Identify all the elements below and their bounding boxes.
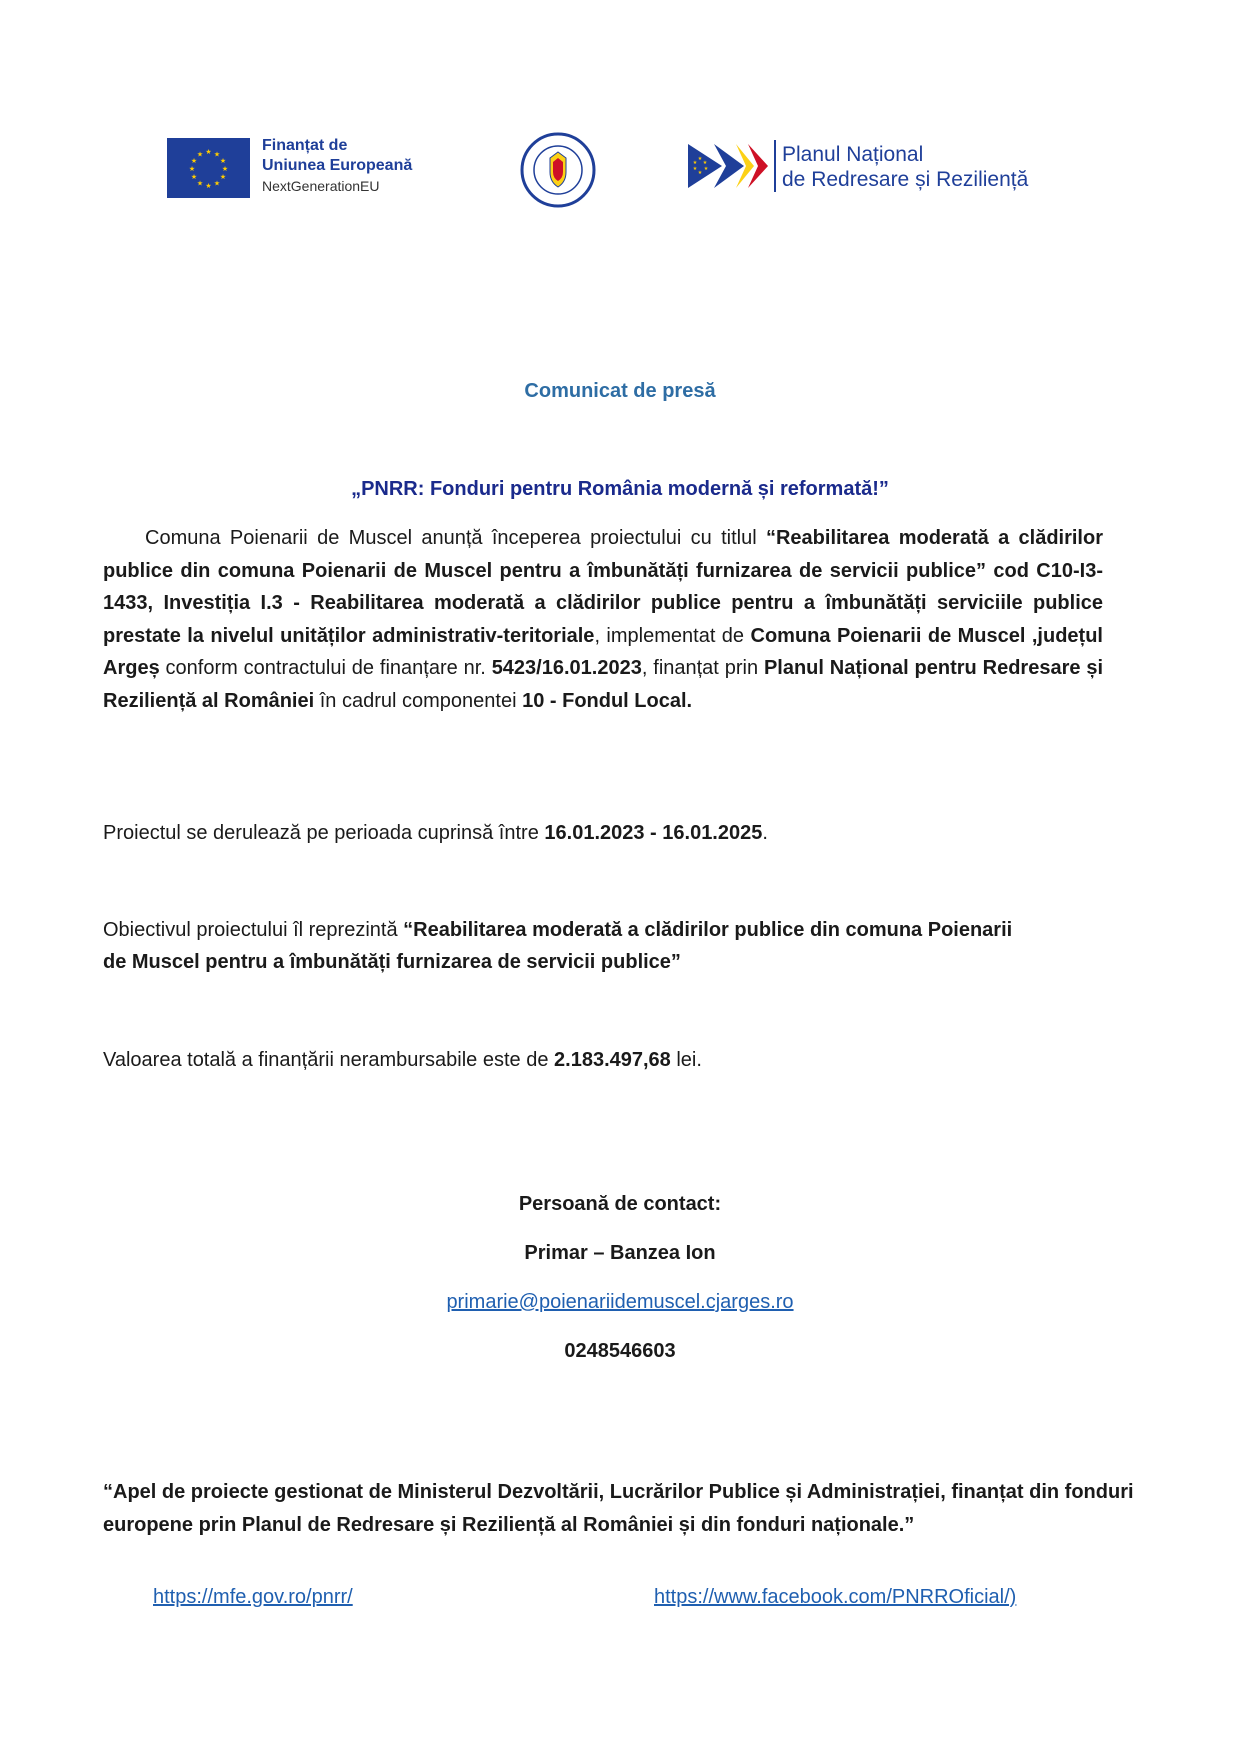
eu-label-line1: Finanțat de: [262, 137, 348, 154]
contract-number: 5423/16.01.2023: [491, 657, 642, 679]
intro-text-5: în cadrul componentei: [314, 689, 523, 712]
svg-text:★: ★: [219, 157, 227, 165]
svg-text:★: ★: [205, 182, 212, 190]
svg-text:★: ★: [213, 150, 221, 159]
funding-unit: lei.: [670, 1049, 702, 1071]
objective-text: Obiectivul proiectului îl reprezintă: [103, 919, 404, 941]
svg-text:★: ★: [196, 150, 204, 159]
eu-funding-label: [262, 136, 462, 196]
svg-text:★: ★: [221, 165, 229, 173]
mfe-pnrr-link[interactable]: https://mfe.gov.ro/pnrr/: [153, 1586, 353, 1608]
svg-text:★: ★: [190, 173, 198, 181]
pnrr-arrows-icon: [688, 140, 768, 192]
eu-flag-icon: [167, 138, 250, 198]
intro-text-1: Comuna Poienarii de Muscel anunță începerea proiectului cu titlul: [145, 527, 766, 549]
objective-bold-2: de Muscel pentru a îmbunătăți furnizarea de servicii publice”: [103, 951, 681, 973]
pnrr-divider: [774, 140, 776, 192]
government-seal-icon: [520, 132, 596, 208]
funding-value: [103, 1044, 702, 1076]
svg-text:★: ★: [188, 165, 196, 173]
period-value: 16.01.2023 - 16.01.2025: [544, 822, 763, 844]
facebook-pnrr-link[interactable]: https://www.facebook.com/PNRROficial/): [654, 1586, 1017, 1608]
objective-bold-1: “Reabilitarea moderată a clădirilor publice din comuna Poienarii: [403, 919, 1013, 941]
component: 10 - Fondul Local.: [522, 689, 693, 712]
document-title: Comunicat de presă: [524, 380, 716, 402]
project-objective-line2: [103, 946, 681, 978]
contact-email-link[interactable]: primarie@poienariidemuscel.cjarges.ro: [446, 1291, 794, 1313]
svg-text:★: ★: [219, 173, 227, 181]
project-period: [103, 817, 768, 849]
pnrr-label-line2: de Redresare și Reziliență: [782, 168, 1029, 191]
svg-text:★: ★: [697, 170, 703, 176]
contact-email-row: [0, 1288, 1240, 1316]
intro-text-3: conform contractului de finanțare nr.: [159, 657, 492, 679]
intro-text-2: , implementat de: [594, 624, 751, 647]
svg-text:★: ★: [703, 166, 709, 172]
svg-text:★: ★: [702, 160, 708, 166]
funding-program: Planul Național pentru Redresare și Reziliență al României: [103, 657, 1104, 712]
contact-name: Primar – Banzea Ion: [524, 1242, 716, 1264]
svg-text:★: ★: [190, 157, 198, 165]
pnrr-label-line1: Planul Național: [782, 143, 924, 166]
svg-text:★: ★: [213, 179, 221, 188]
pnrr-label: [782, 142, 1028, 192]
beneficiary: Comuna Poienarii de Muscel ,județul Argeș: [103, 624, 1103, 679]
document-subtitle: „PNRR: Fonduri pentru România modernă și reformată!”: [351, 478, 889, 500]
intro-text-4: , finanțat prin: [641, 657, 764, 679]
project-title: “Reabilitarea moderată a clădirilor publice din comuna Poienarii de Muscel pentru a îmbunătăți furnizarea de servicii publice” cod C10-I3-1433, Investiția I.3 - Reabilitarea moderată a clădirilor publice pentru a îmbunătăți serviciile publice prestate la nivelul unităților administrativ-teritoriale: [103, 527, 1103, 647]
svg-text:★: ★: [692, 166, 698, 172]
svg-text:★: ★: [692, 160, 698, 166]
svg-text:★: ★: [697, 156, 703, 162]
footer-quote: “Apel de proiecte gestionat de Ministerul Dezvoltării, Lucrărilor Publice și Administrației, finanțat din fonduri europene prin Planul de Redresare și Reziliență al României și din fonduri naționale.”: [103, 1481, 1134, 1536]
period-text: Proiectul se derulează pe perioada cuprinsă între: [103, 822, 545, 844]
project-objective-line1: [103, 914, 1012, 946]
contact-phone: 0248546603: [564, 1340, 676, 1362]
svg-text:★: ★: [196, 179, 204, 188]
eu-label-line3: NextGenerationEU: [262, 178, 380, 194]
eu-label-line2: Uniunea Europeană: [262, 157, 413, 174]
contact-heading: Persoană de contact:: [518, 1193, 722, 1215]
intro-paragraph: [103, 522, 1103, 717]
svg-text:★: ★: [205, 148, 212, 156]
funding-amount: 2.183.497,68: [554, 1049, 671, 1071]
period-end: .: [762, 822, 768, 844]
funding-text: Valoarea totală a finanțării nerambursabile este de: [103, 1049, 555, 1071]
